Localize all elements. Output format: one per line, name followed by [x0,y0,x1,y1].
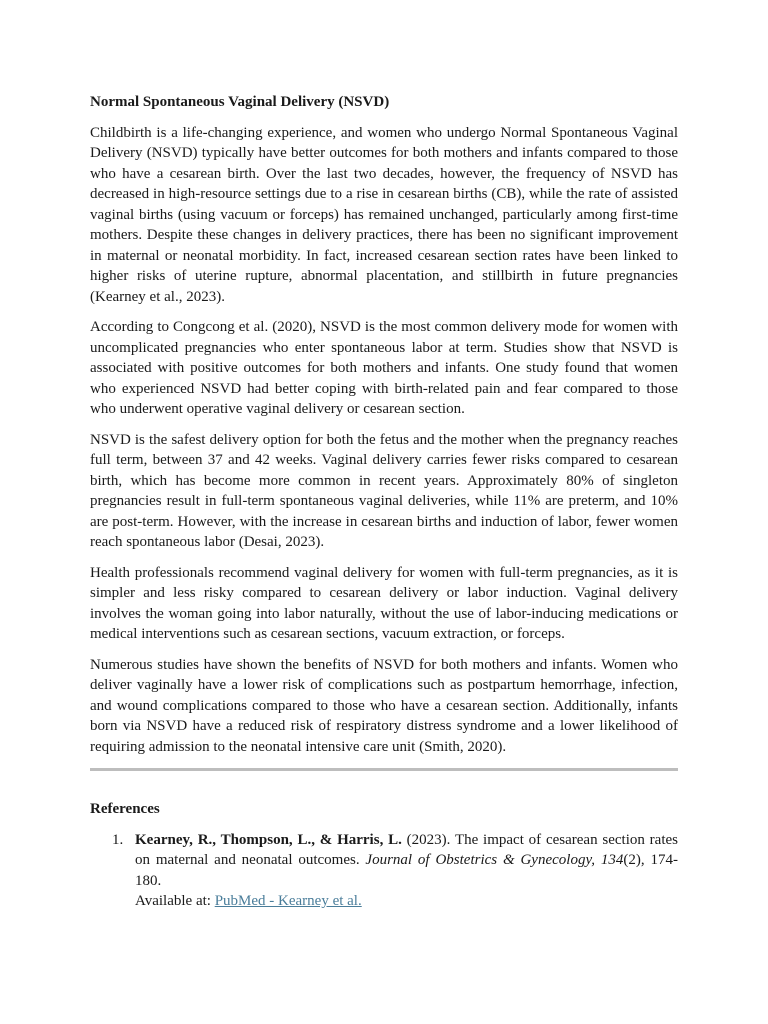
reference-number: 1. [112,831,124,848]
reference-details: (2), 174-180. [135,852,678,889]
references-list [90,830,678,912]
reference-year-title: (2023). The impact of cesarean section rates on maternal and neonatal outcomes. [135,831,678,868]
reference-item [90,830,678,912]
reference-link[interactable]: PubMed - Kearney et al. [214,893,362,909]
reference-journal: Journal of Obstetrics & Gynecology, 134 [365,852,624,868]
reference-authors: Kearney, R., Thompson, L., & Harris, L. [135,831,402,848]
paragraph-3: NSVD is the safest delivery option for both the fetus and the mother when the pregnancy reaches full term, between 37 and 42 weeks. Vaginal delivery carries fewer risks compared to cesarean birth, which has become more common in recent years. Approximately 80% of singleton pregnancies result in full-term spontaneous vaginal deliveries, while 11% are preterm, and 10% are post-term. However, with the increase in cesarean births and induction of labor, fewer women reach spontaneous labor (Desai, 2023). [90,431,678,550]
reference-available-label: Available at: [135,893,215,909]
paragraph-4: Health professionals recommend vaginal delivery for women with full-term pregnancies, as it is simpler and less risky compared to cesarean delivery or labor induction. Vaginal delivery involves the woman going into labor naturally, without the use of labor-inducing medications or medical interventions such as cesarean sections, vacuum extraction, or forceps. [90,564,678,642]
horizontal-divider [90,768,678,771]
paragraph-1: Childbirth is a life-changing experience, and women who undergo Normal Spontaneous Vaginal Delivery (NSVD) typically have better outcomes for both mothers and infants compared to those who have a cesarean birth. Over the last two decades, however, the frequency of NSVD has decreased in high-resource settings due to a rise in cesarean births (CB), while the rate of assisted vaginal births (using vacuum or forceps) has remained unchanged, particularly among first-time mothers. Despite these changes in delivery practices, there has been no significant improvement in maternal or neonatal morbidity. In fact, increased cesarean section rates have been linked to higher risks of uterine rupture, abnormal placentation, and stillbirth in future pregnancies (Kearney et al., 2023). [90,124,678,305]
references-heading: References [90,801,160,817]
page-title: Normal Spontaneous Vaginal Delivery (NSVD) [90,94,390,110]
paragraph-2: According to Congcong et al. (2020), NSVD is the most common delivery mode for women with uncomplicated pregnancies who enter spontaneous labor at term. Studies show that NSVD is associated with positive outcomes for both mothers and infants. One study found that women who experienced NSVD had better coping with birth-related pain and fear compared to those who underwent operative vaginal delivery or cesarean section. [90,319,678,417]
document-page [90,92,678,912]
paragraph-5: Numerous studies have shown the benefits of NSVD for both mothers and infants. Women who deliver vaginally have a lower risk of complications such as postpartum hemorrhage, infection, and wound complications compared to those who have a cesarean section. Additionally, infants born via NSVD have a reduced risk of respiratory distress syndrome and a lower likelihood of requiring admission to the neonatal intensive care unit (Smith, 2020). [90,656,678,755]
